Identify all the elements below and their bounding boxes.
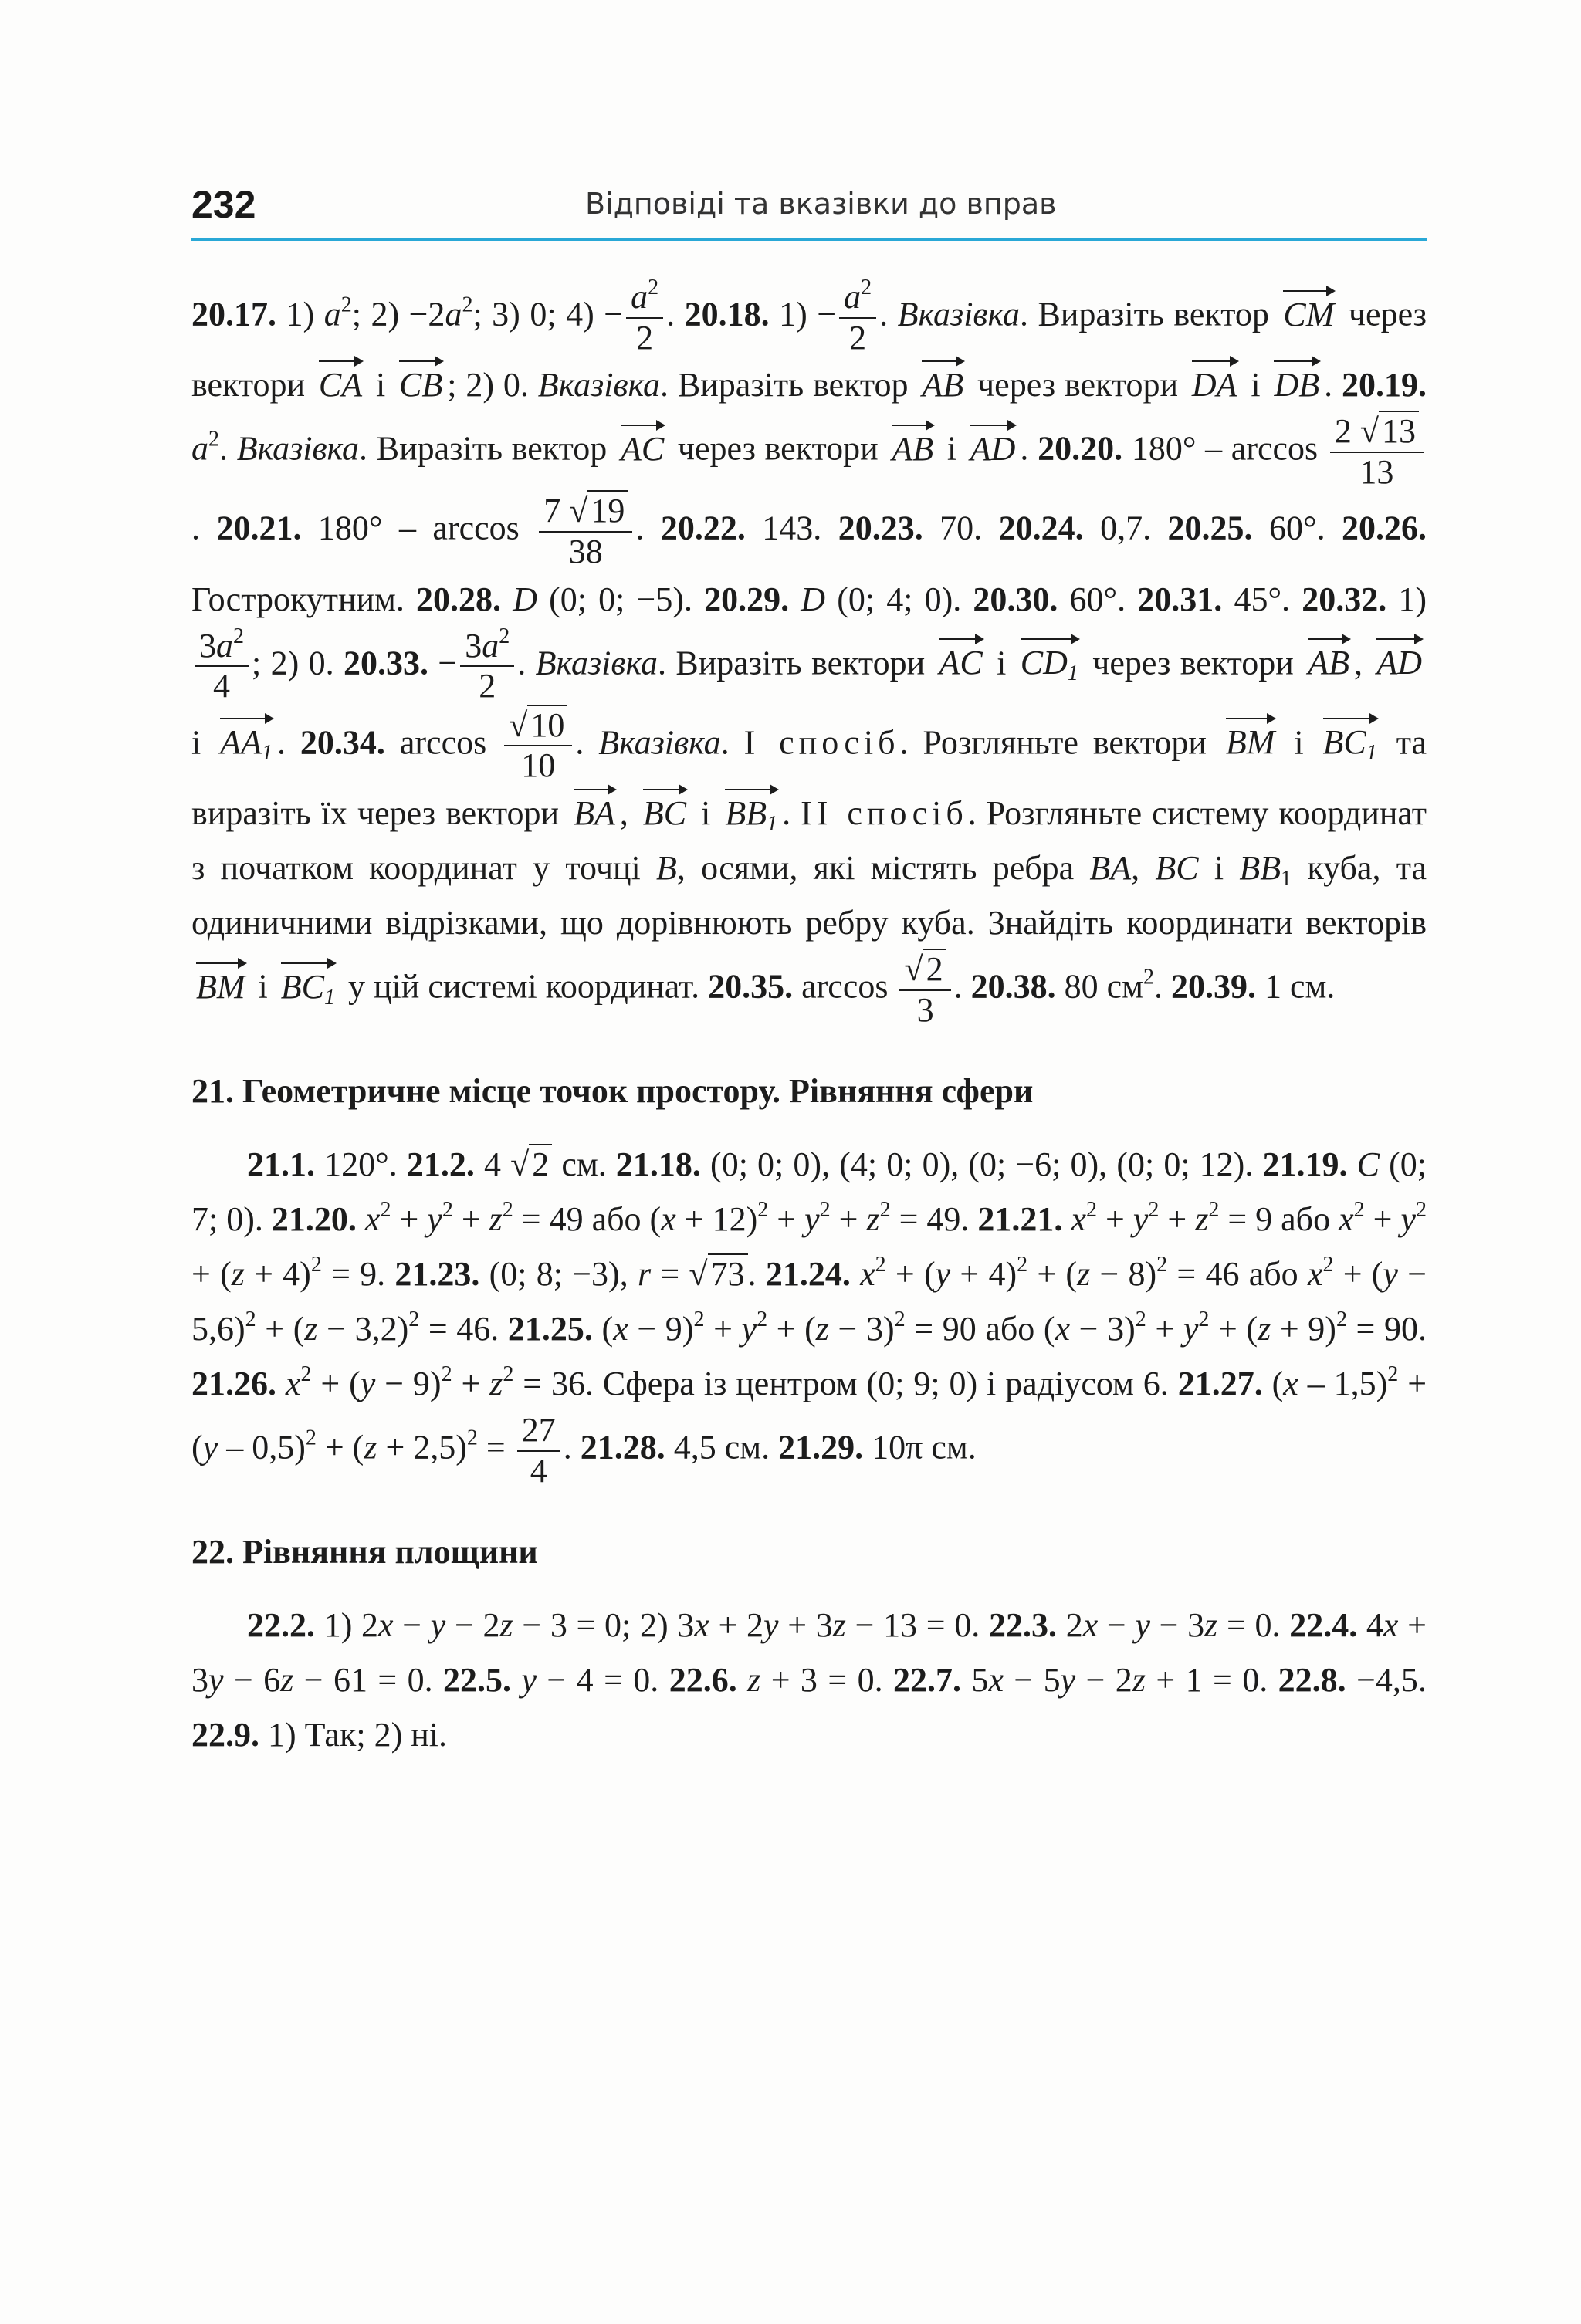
answer-number: 22.5. (443, 1661, 512, 1700)
answer-number: 22.8. (1278, 1661, 1346, 1700)
fraction: $\frac{7 √19}{38}$ (539, 492, 632, 571)
vector: $BC_1$ (281, 961, 335, 1004)
vector: BA (574, 787, 615, 830)
answer-number: 20.26. (1342, 509, 1427, 548)
page-header (191, 182, 1427, 241)
vector: AD (970, 423, 1016, 466)
vector: CB (399, 359, 442, 402)
vector: $BB_1$ (725, 787, 777, 830)
answer-number: 20.32. (1302, 580, 1387, 618)
answer-number: 20.25. (1167, 509, 1253, 548)
fraction: $\frac{a^2}{2}$ (839, 278, 876, 357)
vector: AB (892, 423, 933, 466)
answer-number: 20.24. (998, 509, 1084, 548)
answers-block-21: 21.1. 120°. 21.2. 4 √2 см. 21.18. (0; 0; 0), (4; 0; 0), (0; −6; 0), (0; 0; 12). 21.19. C (0; 7; 0). 21.20. $x^2 + y^2 + z^2 = 49$ або $(x + 12)^2 + y^2 + z^2 = 49$. 21.21. $x^2 + y^2 + z^2 = 9$ або $x^2 + y^2 + (z + 4)^2 = 9$. 21.23. (0; 8; −3), r = √73. 21.24. $x^2 + (y + 4)^2 + (z - 8)^2 = 46$ або $x^2 + (y - 5,6)^2 + (z - 3,2)^2 = 46$. 21.25. $(x - 9)^2 + y^2 + (z - 3)^2 = 90$ або $(x - 3)^2 + y^2 + (z + 9)^2 = 90$. 21.26. $x^2 + (y - 9)^2 + z^2 = 36$. Сфера із центром (0; 9; 0) і радіусом 6. 21.27. $(x - 1,5)^2 + (y - 0,5)^2 + (z + 2,5)^2$ = $\frac{27}{4}$ . 21.28. 4,5 см. 21.29. 10π см. (191, 1145, 1427, 1490)
answer-number: 20.22. (660, 509, 746, 548)
hint-label: Вказівка (598, 723, 721, 762)
answer-number: 21.24. (765, 1255, 851, 1294)
vector: AB (1308, 637, 1349, 680)
answer-number: 22.7. (893, 1661, 962, 1700)
answer-number: 22.4. (1289, 1606, 1358, 1645)
answer-number: 20.30. (973, 580, 1058, 618)
fraction: $\frac{2 √13}{13}$ (1330, 412, 1424, 492)
answer-number: 20.39. (1171, 967, 1257, 1006)
answers-content (191, 278, 1427, 1762)
answer-number: 20.17. (191, 295, 276, 333)
answer-number: 20.31. (1137, 580, 1223, 618)
vector: $BC_1$ (1323, 716, 1377, 759)
answer-number: 20.34. (300, 723, 385, 762)
answer-number: 21.25. (507, 1310, 593, 1348)
section-heading-22: 22. Рівняння площини (191, 1533, 538, 1571)
fraction: $\frac{√10}{10}$ (504, 706, 572, 786)
header-rule (191, 238, 1427, 241)
answer-number: 21.21. (977, 1200, 1063, 1239)
answers-block-20: 20.17. 1) $a^2$; $2) -2a^2$; 3) 0; 4) − $\frac{a^2}{2}$ . 20.18. 1) − $\frac{a^2}{2}$ . Вказівка. Виразіть вектор CM через вектори CA і CB ; 2) 0. Вказівка. Виразіть вектор AB через вектори DA і DB . 20.19. $a^2$. Вказівка. Виразіть вектор AC через вектори AB і AD . 20.20. 180° – arccos $\frac{2 √13}{13}$ . 20.21. 180° – arccos $\frac{7 √19}{38}$ . 20.22. 143. 20.23. 70. 20.24. 0,7. 20.25. 60°. 20.26. Гострокутним. 20.28. D (0; 0; −5). 20.29. D (0; 4; 0). 20.30. 60°. 20.31. 45°. 20.32. 1) $\frac{3a^2}{4}$ ; 2) 0. 20.33. − $\frac{3a^2}{2}$ . Вказівка. Виразіть вектори AC і $CD_1$ через вектори AB , AD і $AA_1$ . 20.34. arccos $\frac{√10}{10}$ . Вказівка. І спосіб. Розгляньте вектори BM і $BC_1$ та виразіть їх через вектори BA , BC і $BB_1$ . ІІ спосіб. Розгляньте систему координат з початком координат у точці B, осями, які містять ребра BA, BC і $BB_1$ куба, та одиничними відрізками, що дорівнюють ребру куба. Знайдіть координати векторів BM і $BC_1$ у цій системі координат. 20.35. arccos $\frac{√2}{3}$ . 20.38. 80 $см^2$. 20.39. 1 см. (191, 276, 1427, 1029)
answer-number: 22.3. (989, 1606, 1057, 1645)
hint-label: Вказівка (537, 366, 661, 404)
answer-number: 20.38. (970, 967, 1056, 1006)
fraction: $\frac{3a^2}{4}$ (195, 627, 249, 706)
method-label: І спосіб (743, 723, 900, 762)
vector: AC (939, 637, 983, 680)
vector: AC (621, 423, 664, 466)
fraction: $\frac{a^2}{2}$ (626, 278, 663, 357)
vector: $AA_1$ (220, 716, 273, 759)
vector: DB (1274, 359, 1319, 402)
answer-number: 21.27. (1177, 1365, 1263, 1403)
answer-number: 20.28. (416, 580, 502, 618)
answer-number: 21.29. (778, 1428, 864, 1466)
vector: BM (196, 961, 245, 1004)
answer-number: 21.23. (394, 1255, 480, 1294)
running-title: Відповіді та вказівки до вправ (585, 187, 1057, 221)
answer-number: 20.35. (708, 967, 794, 1006)
method-label: ІІ спосіб (801, 793, 968, 832)
section-heading-21: 21. Геометричне місце точок простору. Рівняння сфери (191, 1072, 1034, 1111)
vector: AB (922, 359, 963, 402)
fraction: $\frac{3a^2}{2}$ (460, 627, 514, 706)
answer-number: 20.23. (838, 509, 923, 548)
hint-label: Вказівка (236, 429, 360, 468)
vector: $CD_1$ (1021, 637, 1078, 680)
answer-number: 20.33. (344, 644, 429, 682)
answer-number: 20.29. (704, 580, 790, 618)
vector: CM (1283, 289, 1334, 332)
answer-number: 21.28. (580, 1428, 665, 1466)
answer-number: 21.20. (271, 1200, 357, 1239)
answer-number: 21.18. (615, 1145, 701, 1184)
answer-number: 20.19. (1341, 366, 1427, 404)
vector: BC (643, 787, 686, 830)
answer-number: 22.9. (191, 1716, 259, 1754)
fraction: $\frac{√2}{3}$ (899, 950, 950, 1030)
answer-number: 21.19. (1262, 1145, 1348, 1184)
vector: CA (319, 359, 362, 402)
answer-number: 20.21. (216, 509, 302, 548)
vector: DA (1192, 359, 1237, 402)
hint-label: Вказівка (535, 644, 658, 682)
answer-number: 22.2. (247, 1606, 315, 1645)
answer-number: 21.2. (406, 1145, 475, 1184)
answer-number: 21.1. (247, 1145, 315, 1184)
answers-block-22: 22.2. 1) 2x − y − 2z − 3 = 0; 2) 3x + 2y + 3z − 13 = 0. 22.3. 2x − y − 3z = 0. 22.4. 4x + 3y − 6z − 61 = 0. 22.5. y − 4 = 0. 22.6. z + 3 = 0. 22.7. 5x − 5y − 2z + 1 = 0. 22.8. −4,5. 22.9. 1) Так; 2) ні. (191, 1606, 1427, 1754)
answer-number: 22.6. (669, 1661, 737, 1700)
answer-number: 20.20. (1038, 429, 1123, 468)
fraction: $\frac{27}{4}$ (517, 1411, 560, 1490)
page-number: 232 (191, 183, 256, 226)
vector: AD (1376, 637, 1422, 680)
vector: BM (1226, 716, 1275, 759)
hint-label: Вказівка (897, 295, 1021, 333)
answer-number: 20.18. (684, 295, 770, 333)
answer-number: 21.26. (191, 1365, 276, 1403)
